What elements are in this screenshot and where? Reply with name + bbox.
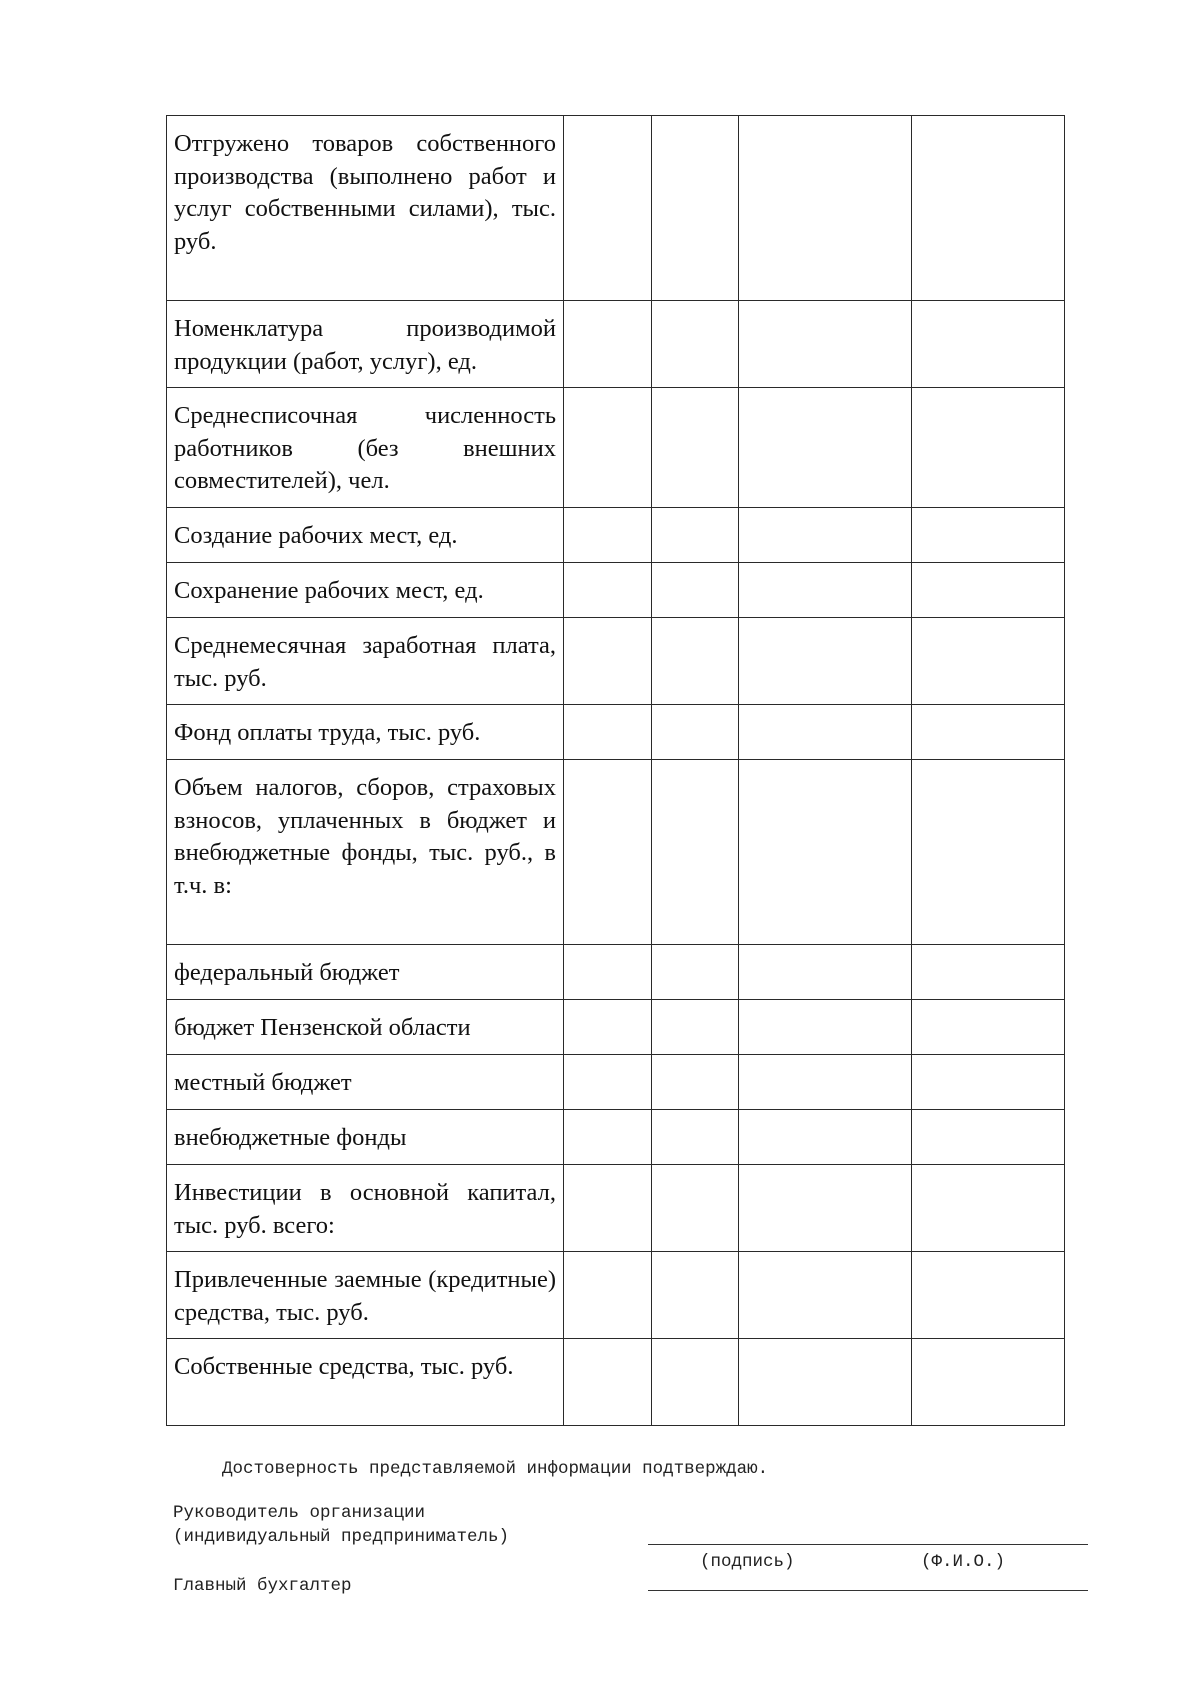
value-cell-col1[interactable] <box>564 945 652 1000</box>
value-cell-col4[interactable] <box>912 1339 1065 1426</box>
confirmation-text: Достоверность представляемой информации подтверждаю. <box>222 1459 769 1479</box>
indicator-label-cell: Фонд оплаты труда, тыс. руб. <box>167 705 564 760</box>
accountant-signature-line[interactable] <box>648 1590 1088 1591</box>
value-cell-col2[interactable] <box>652 1055 739 1110</box>
value-cell-col4[interactable] <box>912 563 1065 618</box>
value-cell-col3[interactable] <box>739 1165 912 1252</box>
value-cell-col1[interactable] <box>564 301 652 388</box>
value-cell-col3[interactable] <box>739 563 912 618</box>
value-cell-col3[interactable] <box>739 116 912 301</box>
indicator-label-cell: Объем налогов, сборов, страховых взносов, уплаченных в бюджет и внебюджетные фонды, тыс. руб., в т.ч. в: <box>167 760 564 945</box>
value-cell-col2[interactable] <box>652 1110 739 1165</box>
value-cell-col4[interactable] <box>912 1165 1065 1252</box>
value-cell-col4[interactable] <box>912 1110 1065 1165</box>
individual-entrepreneur-label: (индивидуальный предприниматель) <box>173 1527 510 1547</box>
table-row <box>167 1110 1065 1165</box>
head-signature-line[interactable] <box>648 1544 1088 1545</box>
value-cell-col1[interactable] <box>564 1339 652 1426</box>
value-cell-col2[interactable] <box>652 618 739 705</box>
value-cell-col2[interactable] <box>652 1252 739 1339</box>
value-cell-col1[interactable] <box>564 1165 652 1252</box>
value-cell-col1[interactable] <box>564 1252 652 1339</box>
full-name-caption: (Ф.И.О.) <box>921 1552 1006 1572</box>
value-cell-col2[interactable] <box>652 1165 739 1252</box>
value-cell-col3[interactable] <box>739 1000 912 1055</box>
value-cell-col2[interactable] <box>652 1000 739 1055</box>
value-cell-col3[interactable] <box>739 388 912 508</box>
indicator-label-cell: Создание рабочих мест, ед. <box>167 508 564 563</box>
value-cell-col4[interactable] <box>912 705 1065 760</box>
table-row <box>167 1165 1065 1252</box>
value-cell-col2[interactable] <box>652 945 739 1000</box>
value-cell-col4[interactable] <box>912 618 1065 705</box>
value-cell-col4[interactable] <box>912 1055 1065 1110</box>
value-cell-col4[interactable] <box>912 760 1065 945</box>
value-cell-col1[interactable] <box>564 388 652 508</box>
value-cell-col2[interactable] <box>652 301 739 388</box>
indicator-label-cell: Отгружено товаров собственного производства (выполнено работ и услуг собственными силами), тыс. руб. <box>167 116 564 301</box>
value-cell-col2[interactable] <box>652 705 739 760</box>
value-cell-col4[interactable] <box>912 388 1065 508</box>
value-cell-col1[interactable] <box>564 508 652 563</box>
value-cell-col3[interactable] <box>739 301 912 388</box>
value-cell-col4[interactable] <box>912 1252 1065 1339</box>
value-cell-col3[interactable] <box>739 508 912 563</box>
value-cell-col4[interactable] <box>912 945 1065 1000</box>
value-cell-col3[interactable] <box>739 1252 912 1339</box>
value-cell-col2[interactable] <box>652 116 739 301</box>
signature-caption: (подпись) <box>700 1552 795 1572</box>
table-row <box>167 301 1065 388</box>
table-row <box>167 1055 1065 1110</box>
table-row <box>167 1339 1065 1426</box>
table-row <box>167 1252 1065 1339</box>
value-cell-col3[interactable] <box>739 618 912 705</box>
value-cell-col4[interactable] <box>912 301 1065 388</box>
value-cell-col3[interactable] <box>739 760 912 945</box>
value-cell-col1[interactable] <box>564 1000 652 1055</box>
table-row <box>167 508 1065 563</box>
value-cell-col4[interactable] <box>912 1000 1065 1055</box>
table-row <box>167 618 1065 705</box>
value-cell-col2[interactable] <box>652 760 739 945</box>
value-cell-col1[interactable] <box>564 1110 652 1165</box>
table-row <box>167 1000 1065 1055</box>
table-row <box>167 945 1065 1000</box>
indicator-label-cell: бюджет Пензенской области <box>167 1000 564 1055</box>
indicator-label-cell: Сохранение рабочих мест, ед. <box>167 563 564 618</box>
value-cell-col2[interactable] <box>652 563 739 618</box>
indicator-label-cell: Собственные средства, тыс. руб. <box>167 1339 564 1426</box>
value-cell-col1[interactable] <box>564 760 652 945</box>
indicator-label-cell: федеральный бюджет <box>167 945 564 1000</box>
value-cell-col3[interactable] <box>739 1339 912 1426</box>
table-row <box>167 705 1065 760</box>
table-row <box>167 563 1065 618</box>
value-cell-col3[interactable] <box>739 1055 912 1110</box>
value-cell-col1[interactable] <box>564 116 652 301</box>
value-cell-col4[interactable] <box>912 116 1065 301</box>
indicators-table-body <box>167 116 1065 1426</box>
table-row <box>167 388 1065 508</box>
value-cell-col1[interactable] <box>564 705 652 760</box>
value-cell-col3[interactable] <box>739 945 912 1000</box>
value-cell-col2[interactable] <box>652 388 739 508</box>
value-cell-col2[interactable] <box>652 508 739 563</box>
value-cell-col2[interactable] <box>652 1339 739 1426</box>
value-cell-col1[interactable] <box>564 563 652 618</box>
table-row <box>167 116 1065 301</box>
table-row <box>167 760 1065 945</box>
value-cell-col1[interactable] <box>564 618 652 705</box>
indicator-label-cell: Инвестиции в основной капитал, тыс. руб. всего: <box>167 1165 564 1252</box>
value-cell-col3[interactable] <box>739 1110 912 1165</box>
head-of-organization-label: Руководитель организации <box>173 1503 426 1523</box>
value-cell-col4[interactable] <box>912 508 1065 563</box>
indicator-label-cell: Привлеченные заемные (кредитные) средства, тыс. руб. <box>167 1252 564 1339</box>
indicator-label-cell: внебюджетные фонды <box>167 1110 564 1165</box>
value-cell-col3[interactable] <box>739 705 912 760</box>
indicator-label-cell: Номенклатура производимой продукции (работ, услуг), ед. <box>167 301 564 388</box>
indicator-label-cell: Среднемесячная заработная плата, тыс. руб. <box>167 618 564 705</box>
indicator-label-cell: местный бюджет <box>167 1055 564 1110</box>
indicator-label-cell: Среднесписочная численность работников (без внешних совместителей), чел. <box>167 388 564 508</box>
chief-accountant-label: Главный бухгалтер <box>173 1576 352 1596</box>
indicators-table <box>166 115 1065 1426</box>
value-cell-col1[interactable] <box>564 1055 652 1110</box>
